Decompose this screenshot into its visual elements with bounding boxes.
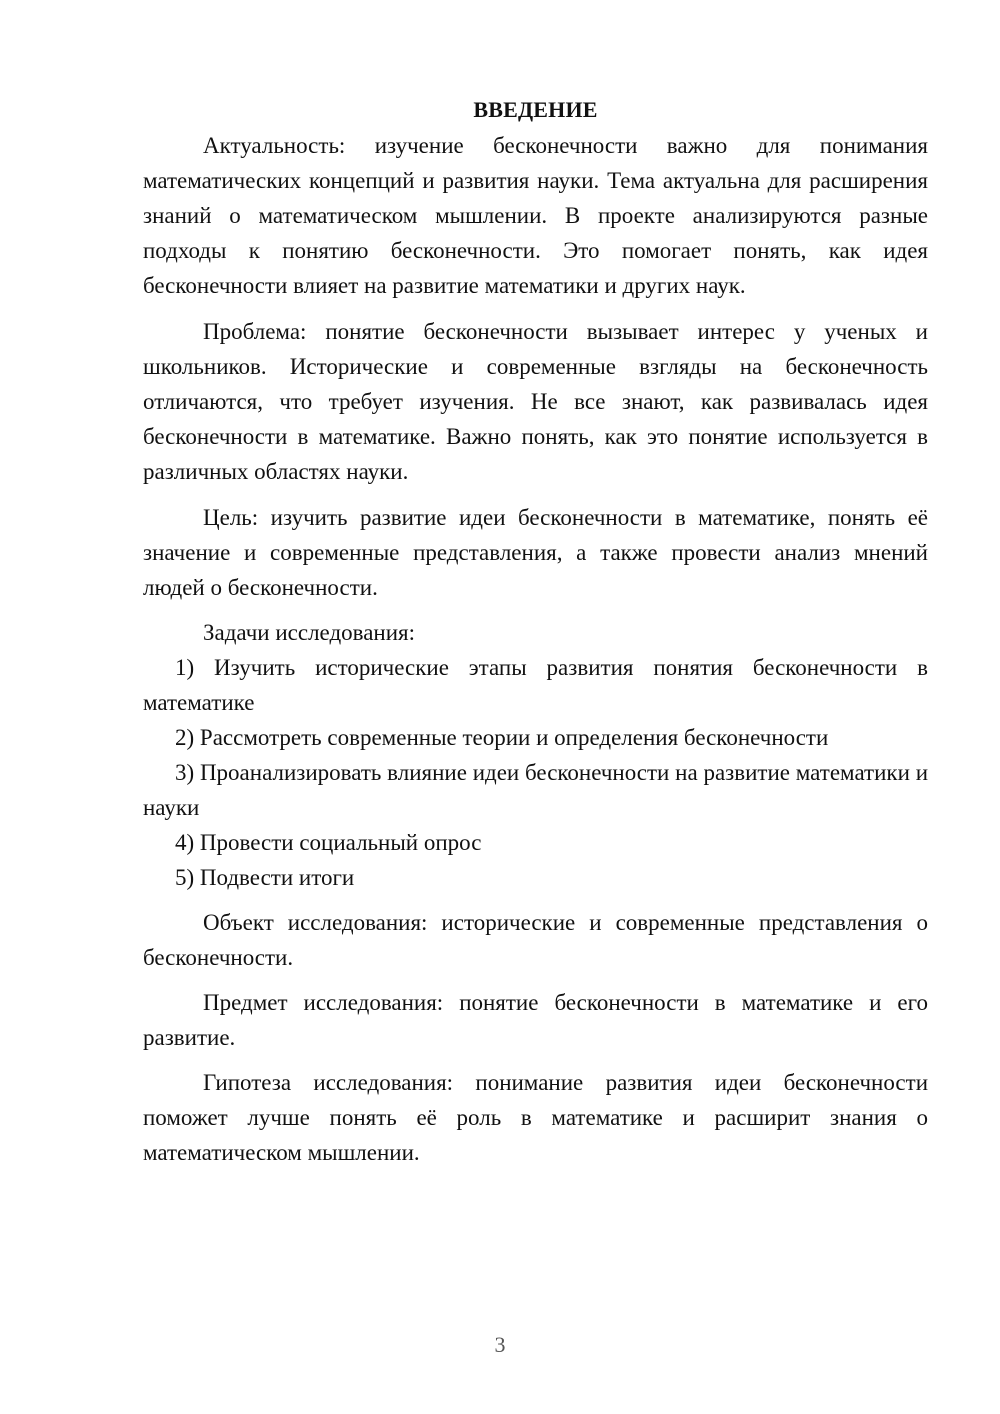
task-item-5: 5) Подвести итоги xyxy=(175,865,355,890)
object-paragraph: Объект исследования: исторические и современные представления о бесконечности. xyxy=(143,910,928,970)
hypothesis-paragraph: Гипотеза исследования: понимание развития идеи бесконечности поможет лучше понять её роль в математике и расширит знания о математическом мышлении. xyxy=(143,1070,928,1165)
page-number: 3 xyxy=(494,1332,506,1357)
subject-paragraph: Предмет исследования: понятие бесконечности в математике и его развитие. xyxy=(143,990,928,1050)
task-item-3: 3) Проанализировать влияние идеи бесконечности на развитие математики и науки xyxy=(143,760,928,820)
problem-paragraph: Проблема: понятие бесконечности вызывает интерес у ученых и школьников. Исторические и современные взгляды на бесконечность отличаются, что требует изучения. Не все знают, как развивалась идея бесконечности в математике. Важно понять, как это понятие используется в различных областях науки. xyxy=(143,319,928,484)
task-item-4: 4) Провести социальный опрос xyxy=(175,830,482,855)
task-item-1: 1) Изучить исторические этапы развития понятия бесконечности в математике xyxy=(143,655,928,715)
tasks-list xyxy=(143,650,928,895)
relevance-paragraph: Актуальность: изучение бесконечности важно для понимания математических концепций и развития науки. Тема актуальна для расширения знаний о математическом мышлении. В проекте анализируются разные подходы к понятию бесконечности. Это помогает понять, как идея бесконечности влияет на развитие математики и других наук. xyxy=(143,133,928,298)
tasks-heading: Задачи исследования: xyxy=(203,620,416,645)
goal-paragraph: Цель: изучить развитие идеи бесконечности в математике, понять её значение и современные представления, а также провести анализ мнений людей о бесконечности. xyxy=(143,505,928,600)
page-title: ВВЕДЕНИЕ xyxy=(473,97,598,122)
page-content xyxy=(143,92,928,1170)
task-item-2: 2) Рассмотреть современные теории и определения бесконечности xyxy=(175,725,829,750)
